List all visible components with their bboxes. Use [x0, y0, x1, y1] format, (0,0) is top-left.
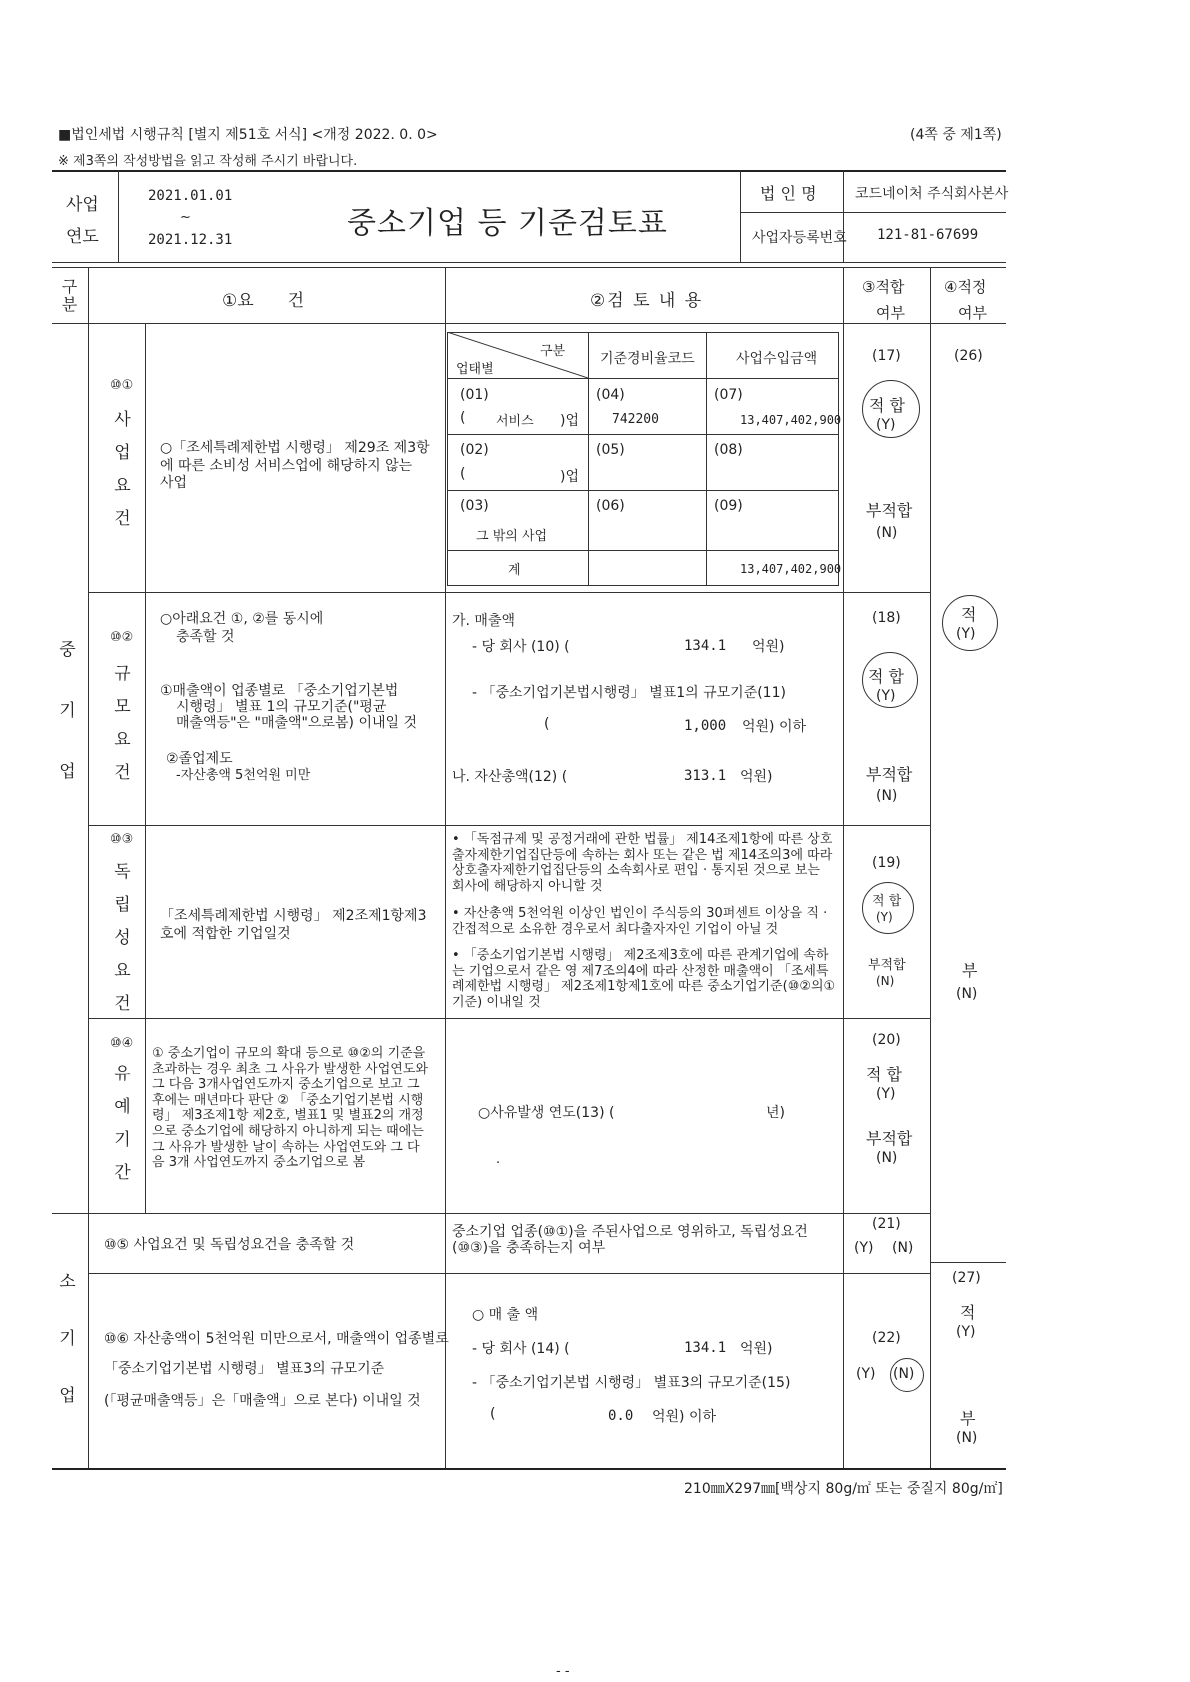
row101-fit-num: (17) [872, 348, 901, 364]
row102-label: 규모요건 [110, 664, 130, 796]
r1-paren-open: ( [460, 410, 466, 426]
row102-rev-2a: - 당 회사 (10) ( [472, 639, 570, 655]
reg-number-value: 121-81-67699 [877, 227, 979, 243]
col-header-review: ②검 토 내 용 [590, 291, 704, 311]
row101-requirement: ○「조세특례제한법 시행령」 제29조 제3항에 따른 소비성 서비스업에 해당하지 않는 사업 [160, 440, 430, 491]
paper-spec: 210㎜X297㎜[백상지 80g/㎡ 또는 중질지 80g/㎡] [684, 1481, 1003, 1497]
r2-code-num: (05) [596, 442, 625, 458]
row101-fit-y: (Y) [876, 417, 896, 433]
table-header-code: 기준경비율코드 [600, 351, 695, 367]
row105-fit-num: (21) [872, 1216, 901, 1232]
section-sme: 중기업 [55, 640, 75, 823]
row104-rev-a: ○사유발생 연도(13) ( [478, 1105, 615, 1121]
row106-proper-no: 부 [960, 1409, 976, 1428]
row102-req-4: 시행령」 별표 1의 규모기준("평균 [176, 699, 387, 715]
row103-fit-no: 부적합 [868, 958, 906, 973]
col-header-proper-sub: 여부 [958, 304, 987, 322]
row106-rev-2c: 억원) [740, 1341, 773, 1357]
row104-fit-yes: 적 합 [866, 1065, 902, 1084]
row102-proper-y: (Y) [956, 626, 976, 642]
row106-proper-num: (27) [952, 1270, 981, 1286]
year-label-bottom: 연도 [66, 227, 99, 247]
row104-label: 유예기간 [110, 1064, 130, 1196]
row106-fit-y: (Y) [856, 1366, 876, 1382]
row106-rev-1: ○ 매 출 액 [472, 1307, 539, 1323]
total-value: 13,407,402,900 [740, 562, 842, 576]
row102-rev-2c: 억원) [752, 639, 785, 655]
row102-fit-no: 부적합 [866, 765, 913, 784]
notice-text: ※ 제3쪽의 작성방법을 읽고 작성해 주시기 바랍니다. [58, 154, 358, 169]
r1-code-value: 742200 [612, 412, 659, 427]
row104-fit-num: (20) [872, 1032, 901, 1048]
row105-review: 중소기업 업종(⑩①)을 주된사업으로 영위하고, 독립성요건(⑩③)을 충족하는지 여부 [452, 1224, 808, 1257]
page-mark: - - [556, 1664, 570, 1679]
r2-num: (02) [460, 442, 489, 458]
row106-rev-4b: 0.0 [608, 1408, 634, 1424]
row106-req-3: (「평균매출액등」은「매출액」으로 본다) 이내일 것 [104, 1393, 421, 1409]
form-reference: ■법인세법 시행규칙 [별지 제51호 서식] <개정 2022. 0. 0> [58, 127, 438, 143]
row106-rev-2a: - 당 회사 (14) ( [472, 1341, 570, 1357]
row102-fit-yes: 적 합 [868, 667, 904, 686]
corp-name-label: 법 인 명 [760, 184, 817, 203]
row103-requirement: 「조세특례제한법 시행령」 제2조제1항제3호에 적합한 기업일것 [160, 908, 427, 942]
r1-type: 서비스 [496, 414, 534, 429]
col-header-fit-sub: 여부 [876, 304, 905, 322]
row102-rev-4a: ( [544, 716, 550, 732]
row103-rev-2: • 자산총액 5천억원 이상인 법인이 주식등의 30퍼센트 이상을 직 · 간접적으로 소유한 경우로서 최다출자자인 기업이 아닐 것 [452, 906, 828, 937]
period-end: 2021.12.31 [148, 232, 233, 248]
row103-fit-num: (19) [872, 855, 901, 871]
row102-number: ⑩② [110, 630, 134, 645]
period-start: 2021.01.01 [148, 188, 233, 204]
row104-fit-y: (Y) [876, 1086, 896, 1102]
r3-num: (03) [460, 498, 489, 514]
row104-requirement: ① 중소기업이 규모의 확대 등으로 ⑩②의 기준을 초과하는 경우 최초 그 사유가 발생한 사업연도와 그 다음 3개사업연도까지 중소기업으로 보고 그 후에는 매년마다 판단 ② 「중소기업기본법 시행령」 제3조제1항 제2호, 별표1 및 별표2의 개정으로 중소기업에 해당하지 아니하게 되는 때에는 그 사유가 발생한 날이 속하는 사업연도와 그 다음 3개 사업연도까지 중소기업으로 봄 [152, 1046, 428, 1171]
row102-rev-1: 가. 매출액 [452, 613, 515, 629]
row105-fit-n: (N) [892, 1240, 914, 1256]
corp-name-value: 코드네이처 주식회사본사 [855, 186, 1009, 202]
col-header-gubun: 구분 [59, 278, 78, 314]
row101-number: ⑩① [110, 378, 134, 393]
row103-rev-3: • 「중소기업기본법 시행령」 제2조제3호에 따른 관계기업에 속하는 기업으로서 같은 영 제7조의4에 따라 산정한 매출액이 「조세특례제한법 시행령」 제2조제1항제1호에 따른 중소기업기준(⑩②의①기준) 이내일 것 [452, 948, 836, 1010]
row106-req-2: 「중소기업기본법 시행령」 별표3의 규모기준 [104, 1361, 385, 1377]
table-header-gubun: 구분 [540, 344, 566, 359]
row103-proper-n: (N) [956, 986, 978, 1002]
r2-paren-open: ( [460, 466, 466, 482]
page-info: (4쪽 중 제1쪽) [910, 127, 1002, 143]
row106-proper-n: (N) [956, 1430, 978, 1446]
row106-rev-4a: ( [490, 1406, 496, 1422]
row104-fit-n: (N) [876, 1150, 898, 1166]
row102-req-7: -자산총액 5천억원 미만 [176, 768, 311, 783]
period-tilde: ~ [180, 210, 191, 225]
row102-rev-5a: 나. 자산총액(12) ( [452, 769, 568, 785]
row102-rev-4c: 억원) 이하 [742, 719, 807, 735]
r1-amount-num: (07) [714, 387, 743, 403]
row106-proper-y: (Y) [956, 1324, 976, 1340]
row101-label: 사업요건 [110, 410, 130, 542]
row106-rev-4c: 억원) 이하 [652, 1409, 717, 1425]
r2-paren-close: )업 [560, 469, 579, 485]
row102-rev-5b: 313.1 [684, 768, 727, 784]
row104-rev-b: 년) [766, 1105, 785, 1121]
row106-proper-yes: 적 [960, 1303, 976, 1322]
page-title: 중소기업 등 기준검토표 [347, 206, 668, 241]
row102-req-3: ①매출액이 업종별로 「중소기업기본법 [160, 683, 399, 699]
row106-fit-n: (N) [893, 1366, 915, 1382]
r1-code-num: (04) [596, 387, 625, 403]
row102-fit-y: (Y) [876, 688, 896, 704]
row102-req-1: ○아래요건 ①, ②를 동시에 [160, 611, 324, 627]
table-header-amount: 사업수입금액 [736, 351, 818, 367]
col-header-fit: ③적합 [862, 278, 905, 296]
row102-fit-n: (N) [876, 788, 898, 804]
total-label: 계 [508, 563, 521, 578]
col-header-requirement: ①요 건 [222, 291, 305, 311]
row102-rev-3: - 「중소기업기본법시행령」 별표1의 규모기준(11) [472, 685, 786, 701]
row102-rev-4b: 1,000 [684, 718, 727, 734]
row101-proper-num: (26) [954, 348, 983, 364]
row103-rev-1: • 「독점규제 및 공정거래에 관한 법률」 제14조제1항에 따른 상호출자제한기업집단등에 속하는 회사 또는 같은 법 제14조의3에 따라 상호출자제한기업집단등의 소속회사로 편입 · 통지된 것으로 보는 회사에 해당하지 아니할 것 [452, 832, 833, 894]
row106-rev-3: - 「중소기업기본법 시행령」 별표3의 규모기준(15) [472, 1375, 791, 1391]
r1-paren-close: )업 [560, 413, 579, 429]
row102-req-2: 충족할 것 [176, 629, 235, 645]
row103-fit-n: (N) [876, 974, 895, 988]
row101-fit-no: 부적합 [866, 501, 913, 520]
row106-fit-num: (22) [872, 1330, 901, 1346]
row102-req-6: ②졸업제도 [166, 751, 233, 767]
r3-label: 그 밖의 사업 [476, 529, 548, 544]
row103-fit-yes: 적 합 [872, 894, 902, 909]
row103-proper-no: 부 [962, 961, 978, 980]
row104-fit-no: 부적합 [866, 1129, 913, 1148]
row105-requirement: ⑩⑤ 사업요건 및 독립성요건을 충족할 것 [104, 1237, 355, 1253]
row102-fit-num: (18) [872, 610, 901, 626]
r1-amount-value: 13,407,402,900 [740, 413, 842, 427]
row103-number: ⑩③ [110, 832, 134, 847]
row106-rev-2b: 134.1 [684, 1340, 727, 1356]
row103-fit-y: (Y) [876, 910, 893, 924]
year-label-top: 사업 [66, 195, 99, 215]
section-small: 소기업 [55, 1272, 75, 1443]
table-header-industry: 업태별 [456, 362, 494, 377]
row104-rev-dot: · [496, 1156, 501, 1171]
row102-rev-5c: 억원) [740, 769, 773, 785]
reg-number-label: 사업자등록번호 [752, 230, 847, 246]
row104-number: ⑩④ [110, 1036, 134, 1051]
row102-proper-yes: 적 [961, 605, 977, 624]
r3-amount-num: (09) [714, 498, 743, 514]
r3-code-num: (06) [596, 498, 625, 514]
col-header-proper: ④적정 [944, 278, 987, 296]
row101-fit-n: (N) [876, 525, 898, 541]
r1-num: (01) [460, 387, 489, 403]
row106-req-1: ⑩⑥ 자산총액이 5천억원 미만으로서, 매출액이 업종별로 [104, 1331, 449, 1347]
row105-fit-y: (Y) [854, 1240, 874, 1256]
row102-req-5: 매출액등"은 "매출액"으로봄) 이내일 것 [176, 715, 417, 731]
row102-rev-2b: 134.1 [684, 638, 727, 654]
r2-amount-num: (08) [714, 442, 743, 458]
row101-fit-yes: 적 합 [869, 396, 905, 415]
row103-label: 독립성요건 [110, 862, 130, 1027]
